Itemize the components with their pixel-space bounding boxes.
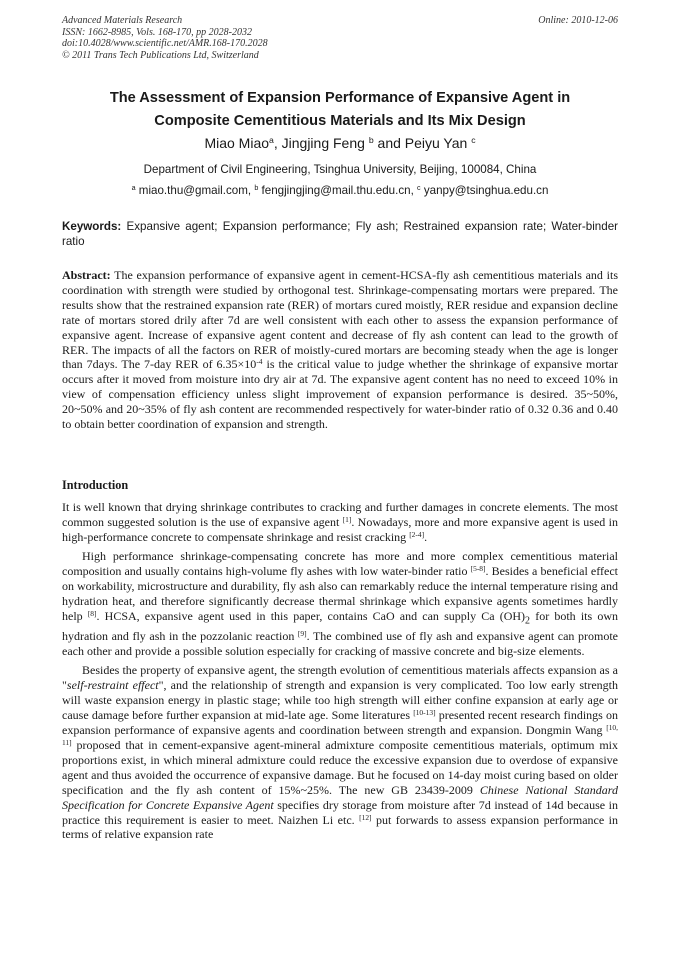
citation-ref: [10-13]: [413, 708, 436, 718]
journal-name: Advanced Materials Research: [62, 15, 183, 26]
affiliation: Department of Civil Engineering, Tsinghua University, Beijing, 100084, China: [143, 163, 537, 176]
text-run: High performance shrinkage-compensating concrete has more and more complex cementitious material composition and usually contains high-volume fly ashes with low water-binder ratio: [62, 549, 618, 579]
introduction-body: [62, 500, 618, 847]
italic-term: self-restraint effect: [66, 678, 159, 693]
intro-paragraph-1: [62, 500, 618, 545]
italic-standard-title: Chinese National Standard Specification for Concrete Expansive Agent: [62, 782, 618, 812]
author-list: [62, 134, 618, 152]
intro-paragraph-3: [62, 663, 618, 842]
abstract-text-1: The expansion performance of expansive agent in cement-HCSA-fly ash cementitious materials and its coordination with strength were studied by orthogonal test. Shrinkage-compensating mortars were prepared. The results show that the restrained expansion rate (RER) of mortars cured moistly, RER residue and expansion decline rate of mortars stored drily after 7d are well consistent with each other to assess the expansion performance of expansive agent. Increase of expansive agent content and decrease of fly ash content can lead to the growth of RER. The impacts of all the factors on RER of moistly-cured mortars are becoming steady when the age is longer than 7days. The 7-day RER of 6.35×10: [62, 268, 618, 372]
email-a-marker: a: [131, 183, 136, 193]
text-run: . Besides a beneficial effect on workability, microstructure and durability, fly ash also can remarkably reduce the internal temperature rising and hydration heat, and therefore significantly decrease thermal shrinkage which expansive agents sometimes hardly help: [62, 564, 619, 623]
text-run: .: [424, 529, 428, 544]
text-run: ", and the relationship of strength and expansion is very complicated. Too low early strength will waste expansion energy in plastic stage; while too high strength will either confine expansion at early age or cause damage before further expansion at mid-late age. Some literatures: [62, 678, 618, 723]
journal-header: [62, 15, 618, 61]
author-3-marker: c: [471, 135, 476, 146]
title-line-2: Composite Cementitious Materials and Its Mix Design: [154, 113, 526, 129]
citation-ref: [12]: [359, 812, 372, 822]
author-1-marker: a: [269, 135, 274, 146]
author-2: , Jingjing Feng: [273, 135, 369, 151]
abstract-text-2: is the critical value to judge whether the shrinkage of expansive mortar occurs after it moved from moisture into dry air at 7d. The expansive agent content has no need to exceed 10% in view of compensation efficiency unless slight improvement of expansion performance is desired. 35~50%, 20~50% and 20~35% of fly ash content are recommended respectively for water-binder ratio of 0.32 0.36 and 0.40 to obtain better coordination of expansion and strength.: [62, 357, 618, 432]
text-run: . Nowadays, more and more expansive agent is used in high-performance concrete to compensate shrinkage and resist cracking: [62, 514, 618, 544]
doi-line: doi:10.4028/www.scientific.net/AMR.168-170.2028: [62, 38, 268, 49]
intro-paragraph-2: [62, 549, 618, 659]
copyright-line: © 2011 Trans Tech Publications Ltd, Switzerland: [62, 49, 259, 61]
citation-ref: [5-8]: [470, 564, 486, 574]
citation-ref: [9]: [297, 629, 307, 639]
keywords-text: Expansive agent; Expansion performance; Fly ash; Restrained expansion rate; Water-binder ratio: [62, 220, 618, 248]
section-heading-introduction: Introduction: [62, 478, 129, 492]
keywords-block: [62, 219, 618, 249]
online-date: Online: 2010-12-06: [538, 15, 618, 26]
keywords-label: Keywords:: [62, 220, 122, 233]
citation-ref: [1]: [342, 514, 352, 524]
author-2-marker: b: [368, 135, 374, 146]
text-run: for both its own hydration and fly ash in the pozzolanic reaction: [62, 608, 618, 644]
text-run: proposed that in cement-expansive agent-mineral admixture composite cementitious materials, optimum mix proportions exist, in which mineral admixture could reduce the excessive expansion due to overdose of expansive agent and thus avoided the occurrence of expansive damage. But he focused on 14-day moist curing based on older specification and the fly ash content of 15%~25%. The new GB 23439-2009: [62, 737, 618, 797]
text-run: It is well known that drying shrinkage contributes to cracking and further damages in concrete elements. The most common suggested solution is the use of expansive agent: [62, 500, 618, 529]
abstract-label: Abstract:: [62, 268, 111, 282]
author-emails: [62, 183, 618, 198]
citation-ref: [8]: [87, 608, 97, 618]
paper-title: [62, 87, 618, 133]
abstract-exponent: -4: [256, 357, 263, 367]
citation-ref: [10, 11]: [62, 723, 618, 747]
email-b-marker: b: [254, 183, 259, 193]
author-1: Miao Miao: [204, 135, 270, 151]
citation-ref: [2-4]: [409, 529, 425, 539]
email-a: miao.thu@gmail.com,: [135, 184, 255, 197]
text-run: . HCSA, expansive agent used in this paper, contains CaO and can supply Ca (OH): [96, 608, 526, 623]
text-run: presented recent research findings on expansion performance of expansive agents and coordination between strength and expansion. Dongmin Wang: [62, 708, 618, 738]
email-c: yanpy@tsinghua.edu.cn: [420, 184, 549, 197]
abstract-block: [62, 268, 618, 432]
title-line-1: The Assessment of Expansion Performance of Expansive Agent in: [109, 90, 571, 106]
text-run: Besides the property of expansive agent, the strength evolution of cementitious materials affects expansion as a ": [62, 663, 618, 693]
subscript: 2: [525, 615, 531, 627]
text-run: put forwards to assess expansion performance in terms of relative expansion rate: [62, 812, 618, 842]
text-run: . The combined use of fly ash and expansive agent can promote each other and provide a possible solution especially for cracking of massive concrete and big-size elements.: [62, 629, 618, 659]
author-3: and Peiyu Yan: [373, 135, 472, 151]
issn-line: ISSN: 1662-8985, Vols. 168-170, pp 2028-2032: [62, 26, 252, 38]
text-run: specifies dry storage from moisture after 7d instead of 14d because in practice this requirement is easier to meet. Naizhen Li etc.: [62, 797, 618, 827]
email-b: fengjingjing@mail.thu.edu.cn,: [258, 184, 418, 197]
email-c-marker: c: [417, 183, 421, 193]
